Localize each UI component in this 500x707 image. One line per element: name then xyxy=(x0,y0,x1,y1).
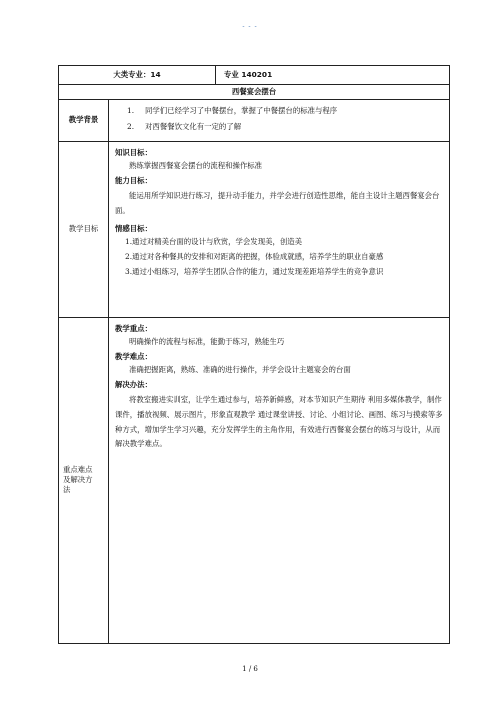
background-item xyxy=(115,122,443,132)
emotion-heading: 情感目标： xyxy=(115,223,152,233)
knowledge-text: 熟练掌握西餐宴会摆台的流程和操作标准 xyxy=(129,160,263,170)
item-number: 1. xyxy=(127,106,135,115)
key-label-line: 及解决方 xyxy=(63,475,93,485)
title-row xyxy=(59,85,450,100)
key-points-label xyxy=(59,317,109,643)
header-mark: - - - xyxy=(242,23,258,30)
key-label-line: 法 xyxy=(63,485,71,495)
item-text: 同学们已经学习了中餐摆台，掌握了中餐摆台的标准与程序 xyxy=(145,106,338,115)
focus-text: 明确操作的流程与标准，能勤于练习，熟能生巧 xyxy=(129,336,285,346)
difficulty-text: 准确把握距离，熟练、准确的进行操作，并学会设计主题宴会的台面 xyxy=(129,364,351,374)
knowledge-heading: 知识目标： xyxy=(115,147,152,157)
specialty-code: 专业 140201 xyxy=(216,66,450,85)
goals-label: 教学目标 xyxy=(59,141,109,317)
background-item xyxy=(115,106,443,116)
ability-heading: 能力目标： xyxy=(115,175,152,185)
item-text: 对西餐餐饮文化有一定的了解 xyxy=(145,121,242,131)
background-label: 教学背景 xyxy=(59,100,109,142)
emotion-item: 3.通过小组练习，培养学生团队合作的能力，通过发现差距培养学生的竞争意识 xyxy=(125,266,384,276)
goals-row xyxy=(59,141,450,317)
background-row xyxy=(59,100,450,142)
ability-text: 能运用所学知识进行练习，提升动手能力，并学会进行创造性思维，能自主设计主题西餐宴会台面。 xyxy=(115,190,440,215)
focus-heading: 教学重点： xyxy=(115,323,152,333)
major-category: 大类专业：14 xyxy=(59,66,216,85)
lesson-title: 西餐宴会摆台 xyxy=(59,85,450,100)
key-points-row xyxy=(59,317,450,643)
solution-text: 将教室搬进实训室，让学生通过参与，培养新鲜感，对本节知识产生期待 利用多媒体教学，制作课件，播放视频、展示图片，形象直观教学 通过课堂讲授、讨论、小组讨论、画图、练习与摸索等多种方式，增加学生学习兴趣，充分发挥学生的主角作用，有效进行西餐宴会摆台的练习与设计，从而解决教学难点。 xyxy=(115,394,443,449)
category-row xyxy=(59,66,450,85)
key-label-line: 重点难点 xyxy=(63,465,93,475)
item-number: 2. xyxy=(127,121,135,131)
key-points-content xyxy=(109,317,450,643)
solution-heading: 解决办法： xyxy=(115,379,152,389)
goals-content xyxy=(109,141,450,317)
lesson-plan-table xyxy=(58,65,450,644)
page-number: 1 / 6 xyxy=(242,665,258,673)
emotion-item: 2.通过对各种餐具的安排和对距离的把握，体验成就感，培养学生的职业自豪感 xyxy=(125,251,384,261)
emotion-item: 1.通过对精美台面的设计与欣赏，学会发现美，创造美 xyxy=(125,236,303,246)
difficulty-heading: 教学难点： xyxy=(115,351,152,361)
background-content xyxy=(109,100,450,142)
